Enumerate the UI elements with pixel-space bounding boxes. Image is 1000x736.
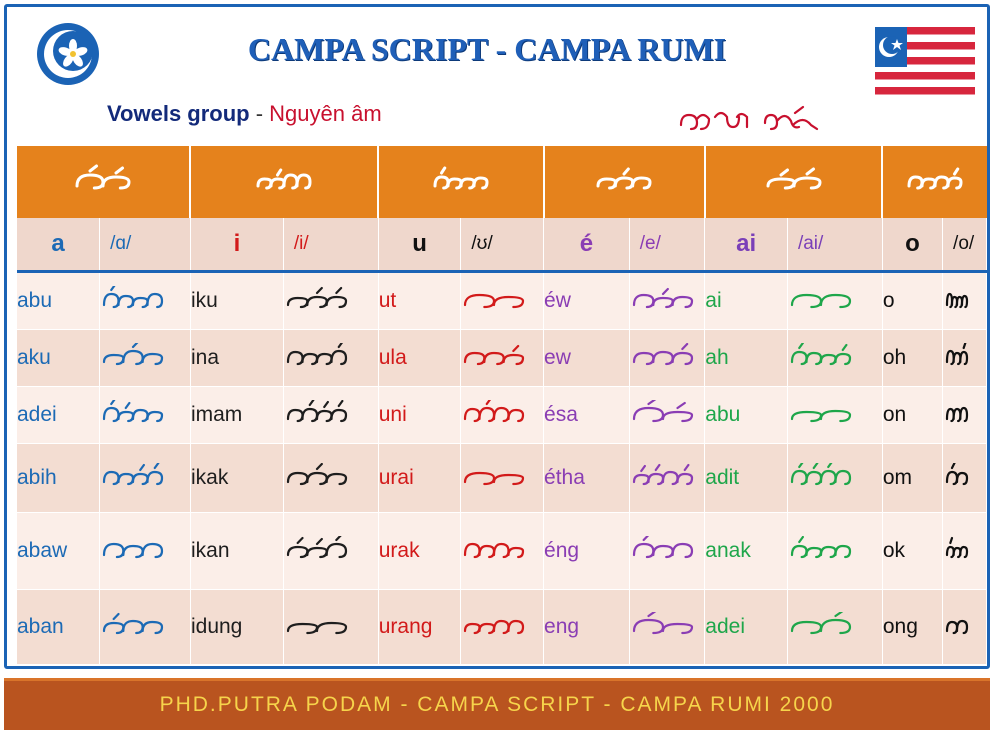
script-header-5 [882,146,986,218]
cham-word-glyph [630,536,696,566]
cham-word-cell [461,590,544,665]
vowel-ipa: /ʊ/ [461,218,544,272]
cham-word-cell [100,513,191,590]
cham-vowel-glyph [764,160,824,204]
cham-word-glyph [284,343,350,373]
rumi-word: abih [17,444,100,513]
rumi-word: ong [882,590,942,665]
script-header-0 [17,146,190,218]
cham-word-cell [629,272,705,330]
cham-word-cell [461,387,544,444]
cham-word-glyph [630,400,696,430]
cham-word-glyph [630,286,696,316]
cham-word-glyph [284,286,350,316]
rumi-word: idung [190,590,283,665]
rumi-word: aku [17,330,100,387]
chart-card [4,4,990,669]
cham-word-glyph [630,343,696,373]
rumi-word: ula [378,330,461,387]
cham-word-glyph [100,400,166,430]
footer-banner: PHD.PUTRA PODAM - CAMPA SCRIPT - CAMPA RUMI 2000 [4,678,990,730]
subtitle-cham-script [675,103,825,135]
cham-word-cell [787,513,882,590]
cham-word-glyph [943,536,971,566]
cham-word-cell [943,387,987,444]
cham-word-cell [943,330,987,387]
cham-word-glyph [284,536,350,566]
cham-word-glyph [461,463,527,493]
cham-word-cell [787,330,882,387]
rumi-word: anak [705,513,788,590]
table-row [17,590,987,665]
cham-word-cell [283,330,378,387]
cham-word-glyph [788,343,854,373]
vowel-ipa: /o/ [943,218,987,272]
cham-word-glyph [943,286,971,316]
subtitle [107,101,382,127]
vowel-ipa: /ɑ/ [100,218,191,272]
vowel-letter: a [17,218,100,272]
rumi-word: adei [705,590,788,665]
table-row [17,272,987,330]
cham-word-cell [100,590,191,665]
cham-word-glyph [284,400,350,430]
cham-vowel-glyph [431,160,491,204]
cham-word-cell [100,387,191,444]
subtitle-english: Vowels group [107,101,250,126]
cham-vowel-glyph [905,160,965,204]
rumi-word: adei [17,387,100,444]
rumi-word: éw [544,272,630,330]
rumi-word: abaw [17,513,100,590]
table-row [17,330,987,387]
cham-word-cell [629,590,705,665]
cham-word-cell [629,444,705,513]
script-header-3 [544,146,705,218]
rumi-word: ai [705,272,788,330]
cham-word-glyph [788,612,854,642]
subtitle-vietnamese: Nguyên âm [269,101,382,126]
cham-word-cell [461,513,544,590]
vowel-ipa: /e/ [629,218,705,272]
cham-vowel-glyph [594,160,654,204]
cham-word-cell [100,330,191,387]
cham-vowel-glyph [73,160,133,204]
cham-word-cell [100,444,191,513]
page-title: CAMPA SCRIPT - CAMPA RUMI [247,31,727,67]
cham-word-glyph [943,400,971,430]
rumi-word: iku [190,272,283,330]
cham-word-glyph [461,343,527,373]
script-header-1 [190,146,378,218]
rumi-word: oh [882,330,942,387]
cham-word-glyph [461,612,527,642]
cham-word-cell [629,513,705,590]
cham-word-glyph [630,463,696,493]
cham-word-glyph [284,463,350,493]
rumi-word: ut [378,272,461,330]
rumi-word: o [882,272,942,330]
cham-word-cell [461,330,544,387]
cham-word-glyph [788,286,854,316]
cham-word-glyph [100,343,166,373]
cham-word-cell [629,387,705,444]
cham-word-cell [943,272,987,330]
cham-word-cell [943,590,987,665]
cham-word-glyph [788,463,854,493]
cham-word-glyph [284,612,350,642]
cham-word-cell [787,387,882,444]
vowel-ipa: /i/ [283,218,378,272]
cham-word-glyph [788,400,854,430]
cham-word-glyph [461,400,527,430]
cham-word-glyph [100,612,166,642]
cham-vowel-glyph [254,160,314,204]
rumi-word: imam [190,387,283,444]
cham-word-cell [787,272,882,330]
cham-word-cell [461,272,544,330]
script-header-4 [705,146,883,218]
cham-word-glyph [943,463,971,493]
rumi-word: ikak [190,444,283,513]
rumi-word: ah [705,330,788,387]
cham-word-cell [283,387,378,444]
cham-word-cell [461,444,544,513]
cham-word-glyph [788,536,854,566]
rumi-word: abu [705,387,788,444]
vowel-letter: u [378,218,461,272]
rumi-word: adit [705,444,788,513]
cham-word-cell [943,513,987,590]
vowel-letter: o [882,218,942,272]
rumi-word: ésa [544,387,630,444]
crescent-star-striped-flag-icon [875,27,975,95]
vowel-letter: i [190,218,283,272]
vowel-ipa: /ai/ [787,218,882,272]
table-row [17,513,987,590]
flower-moon-logo-icon [35,21,101,87]
cham-word-glyph [100,463,166,493]
cham-word-cell [283,590,378,665]
cham-word-cell [943,444,987,513]
rumi-word: ina [190,330,283,387]
subtitle-dash: - [249,101,270,126]
cham-word-cell [629,330,705,387]
cham-word-cell [283,272,378,330]
vowel-letter: ai [705,218,788,272]
cham-word-glyph [630,612,696,642]
rumi-word: ikan [190,513,283,590]
script-header-2 [378,146,543,218]
cham-word-glyph [461,286,527,316]
rumi-word: uni [378,387,461,444]
rumi-word: abu [17,272,100,330]
table-row [17,444,987,513]
vowel-letter: é [544,218,630,272]
rumi-word: éng [544,513,630,590]
cham-word-glyph [100,286,166,316]
table-row [17,387,987,444]
rumi-word: urak [378,513,461,590]
cham-word-glyph [943,612,971,642]
cham-word-cell [787,444,882,513]
cham-word-cell [283,444,378,513]
cham-word-glyph [461,536,527,566]
rumi-word: om [882,444,942,513]
rumi-word: eng [544,590,630,665]
rumi-word: étha [544,444,630,513]
cham-word-cell [787,590,882,665]
cham-word-glyph [100,536,166,566]
rumi-word: urang [378,590,461,665]
rumi-word: urai [378,444,461,513]
cham-word-cell [100,272,191,330]
vowel-table [17,146,987,665]
rumi-word: ew [544,330,630,387]
rumi-word: aban [17,590,100,665]
cham-word-glyph [943,343,971,373]
cham-word-cell [283,513,378,590]
rumi-word: ok [882,513,942,590]
rumi-word: on [882,387,942,444]
